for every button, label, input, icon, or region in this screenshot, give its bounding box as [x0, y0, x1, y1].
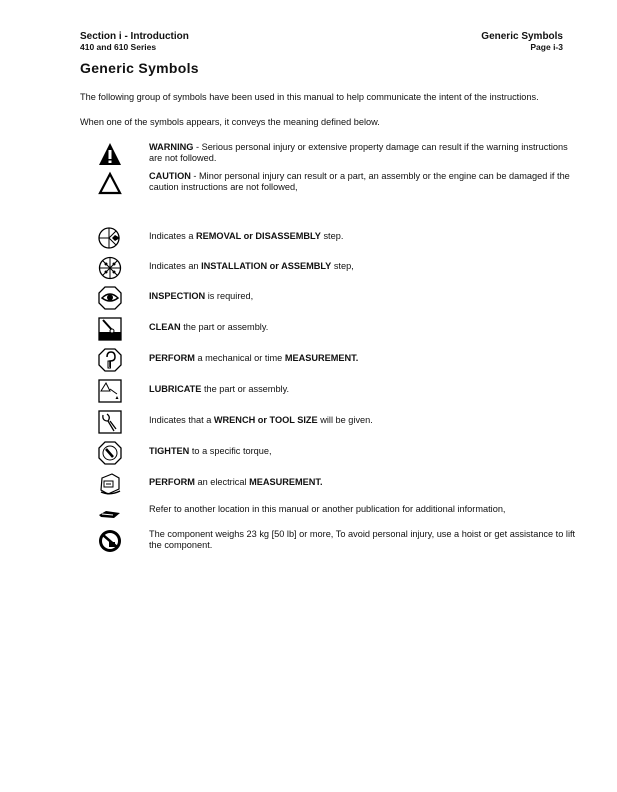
emphasis-text: TIGHTEN: [149, 446, 190, 456]
series-label: 410 and 610 Series: [80, 42, 157, 52]
emphasis-text: MEASUREMENT.: [284, 353, 359, 363]
symbol-description: [149, 446, 579, 457]
inspection-eye-icon: [98, 286, 122, 310]
heavy-lift-icon: [98, 529, 122, 553]
description-text: to a specific torque,: [189, 446, 272, 456]
section-label: Section i - Introduction: [80, 31, 189, 42]
description-text: a mechanical or time: [194, 353, 285, 363]
emphasis-text: WARNING: [149, 142, 194, 152]
clean-icon: [98, 317, 122, 341]
emphasis-text: MEASUREMENT.: [249, 477, 323, 487]
intro-paragraph: The following group of symbols have been used in this manual to help communicate the intent of the instructions.: [80, 92, 539, 102]
wrench-icon: [98, 410, 122, 434]
symbol-description: [149, 322, 579, 333]
intro-paragraph: When one of the symbols appears, it conveys the meaning defined below.: [80, 117, 380, 127]
page-title: Generic Symbols: [80, 60, 199, 76]
description-text: is required,: [205, 291, 254, 301]
symbol-description: [149, 231, 579, 242]
installation-icon: [98, 256, 122, 280]
emphasis-text: REMOVAL or DISASSEMBLY: [196, 231, 321, 241]
torque-icon: [98, 441, 122, 465]
warning-icon: [98, 142, 122, 166]
topic-label: Generic Symbols: [481, 31, 563, 42]
emphasis-text: LUBRICATE: [149, 384, 202, 394]
header-left: [80, 31, 189, 53]
emphasis-text: INSPECTION: [149, 291, 206, 301]
emphasis-text: INSTALLATION or ASSEMBLY: [201, 261, 332, 271]
symbol-description: [149, 291, 579, 302]
header-right: [481, 31, 563, 53]
symbol-description: [149, 353, 579, 364]
description-text: - Serious personal injury or extensive property damage can result if the warning instructions are not followed.: [149, 142, 568, 163]
symbol-description: [149, 529, 579, 551]
description-text: Refer to another location in this manual or another publication for additional information,: [149, 504, 506, 514]
description-text: - Minor personal injury can result or a part, an assembly or the engine can be damaged if the caution instructions are not followed,: [149, 171, 570, 192]
description-text: the part or assembly.: [180, 322, 269, 332]
symbol-description: [149, 171, 579, 193]
symbol-description: [149, 477, 579, 488]
page-number: Page i-3: [530, 42, 563, 52]
electrical-meter-icon: [98, 472, 122, 496]
description-text: step.: [320, 231, 344, 241]
measurement-icon: [98, 348, 122, 372]
symbol-description: [149, 261, 579, 272]
reference-book-icon: [98, 503, 122, 527]
emphasis-text: CAUTION: [149, 171, 191, 181]
lubricate-icon: [98, 379, 122, 403]
symbol-description: [149, 504, 579, 515]
emphasis-text: PERFORM: [149, 477, 195, 487]
emphasis-text: WRENCH or TOOL SIZE: [213, 415, 318, 425]
description-text: Indicates an: [149, 261, 202, 271]
description-text: step,: [331, 261, 354, 271]
description-text: the part or assembly.: [201, 384, 290, 394]
symbol-description: [149, 142, 579, 164]
description-text: an electrical: [194, 477, 250, 487]
removal-icon: [98, 226, 122, 250]
symbol-description: [149, 415, 579, 426]
caution-icon: [98, 171, 122, 195]
description-text: Indicates that a: [149, 415, 214, 425]
emphasis-text: CLEAN: [149, 322, 181, 332]
symbol-description: [149, 384, 579, 395]
description-text: will be given.: [317, 415, 373, 425]
emphasis-text: PERFORM: [149, 353, 195, 363]
description-text: Indicates a: [149, 231, 196, 241]
description-text: The component weighs 23 kg [50 lb] or more, To avoid personal injury, use a hoist or get assistance to lift the component.: [149, 529, 576, 550]
